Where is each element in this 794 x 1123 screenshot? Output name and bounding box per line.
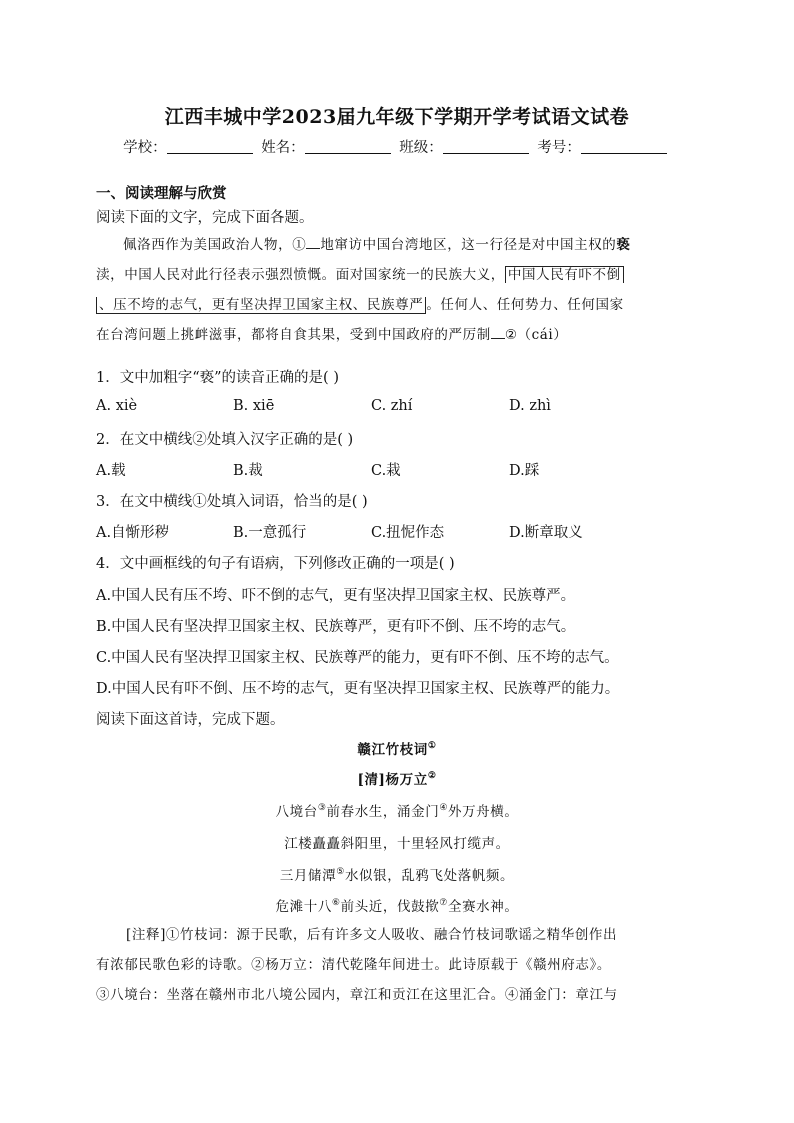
- blank-2: [491, 326, 505, 339]
- q1-option-a[interactable]: A. xiè: [96, 398, 138, 414]
- question-3: 3．在文中横线①处填入词语，恰当的是( ): [96, 494, 368, 510]
- q1-option-c[interactable]: C. zhí: [371, 398, 413, 414]
- q1-option-d[interactable]: D. zhì: [509, 398, 551, 414]
- section-heading: 一、阅读理解与欣赏: [96, 185, 227, 202]
- school-label: 学校：: [123, 140, 167, 156]
- page-title: 江西丰城中学2023届九年级下学期开学考试语文试卷: [164, 106, 630, 128]
- poem-line: 危滩十八⑥前头近，伐鼓揿⑦全赛水神。: [275, 898, 519, 915]
- student-info-line: [0, 136, 794, 157]
- q4-option-d[interactable]: D.中国人民有吓不倒、压不垮的志气，更有坚决捍卫国家主权、民族尊严的能力。: [96, 681, 620, 697]
- poem-line: 三月储潭⑤水似银，乱鸦飞处落帆频。: [279, 867, 515, 884]
- q4-option-c[interactable]: C.中国人民有坚决捍卫国家主权、民族尊严的能力，更有吓不倒、压不垮的志气。: [96, 650, 619, 666]
- question-2: 2．在文中横线②处填入汉字正确的是( ): [96, 432, 354, 448]
- poem-author: [清]杨万立②: [357, 771, 437, 788]
- class-field[interactable]: [443, 139, 529, 154]
- blank-1: [306, 236, 320, 249]
- question-4: 4．文中画框线的句子有语病，下列修改正确的一项是( ): [96, 556, 455, 572]
- poem-title: 赣江竹枝词①: [357, 741, 437, 758]
- q4-option-a[interactable]: A.中国人民有压不垮、吓不倒的志气，更有坚决捍卫国家主权、民族尊严。: [96, 588, 576, 604]
- bold-character: 亵: [616, 237, 631, 253]
- poem-instruction: 阅读下面这首诗，完成下题。: [96, 712, 285, 728]
- q2-option-c[interactable]: C.栽: [371, 463, 401, 479]
- boxed-sentence-part2: 、压不垮的志气，更有坚决捍卫国家主权、民族尊严: [96, 297, 426, 314]
- poem-notes: [注释]①竹枝词：源于民歌，后有许多文人吸收、融合竹枝词歌谣之精华创作出 有浓郁民歌色彩的诗歌。②杨万立：清代乾隆年间进士。此诗原载于《赣州府志》。 ③八境台：坐落在赣州市北八境公园内，章江和贡江在这里汇合。④涌金门：章江与: [96, 927, 618, 1003]
- q3-option-c[interactable]: C.扭怩作态: [371, 525, 445, 541]
- q1-option-b[interactable]: B. xiē: [233, 398, 275, 414]
- school-field[interactable]: [167, 139, 253, 154]
- blank-2-marker: ②: [504, 327, 518, 343]
- reading-instruction: 阅读下面的文字，完成下面各题。: [96, 210, 314, 226]
- name-label: 姓名：: [261, 140, 305, 156]
- boxed-sentence-part1: 中国人民有吓不倒: [505, 266, 624, 283]
- q3-option-a[interactable]: A.自惭形秽: [96, 525, 170, 541]
- number-field[interactable]: [581, 139, 667, 154]
- number-label: 考号：: [537, 140, 581, 156]
- question-1: 1．文中加粗字“亵”的读音正确的是( ): [96, 370, 339, 386]
- q2-option-d[interactable]: D.踩: [509, 463, 540, 479]
- q3-option-d[interactable]: D.断章取义: [509, 525, 583, 541]
- q4-option-b[interactable]: B.中国人民有坚决捍卫国家主权、民族尊严，更有吓不倒、压不垮的志气。: [96, 619, 576, 635]
- q3-option-b[interactable]: B.一意孤行: [233, 525, 307, 541]
- poem-line: 江楼矗矗斜阳里，十里轻风打缆声。: [284, 836, 510, 852]
- poem-line: 八境台③前春水生，涌金门④外万舟横。: [275, 803, 519, 820]
- class-label: 班级：: [399, 140, 443, 156]
- name-field[interactable]: [305, 139, 391, 154]
- q2-option-b[interactable]: B.裁: [233, 463, 263, 479]
- q2-option-a[interactable]: A.载: [96, 463, 126, 479]
- blank-1-marker: ①: [292, 237, 307, 253]
- reading-passage: 佩洛西作为美国政治人物，① 地窜访中国台湾地区，这一行径是对中国主权的亵 渎，中国人民对此行径表示强烈愤慨。面对国家统一的民族大义， 中国人民有吓不倒 、压不垮的志气，更有坚决捍卫国家主权、民族尊严 。任何人、任何势力、任何国家 在台湾问题上挑衅滋事，都将自食其果，受到中国政府的严厉制 ②（cái）: [96, 237, 631, 343]
